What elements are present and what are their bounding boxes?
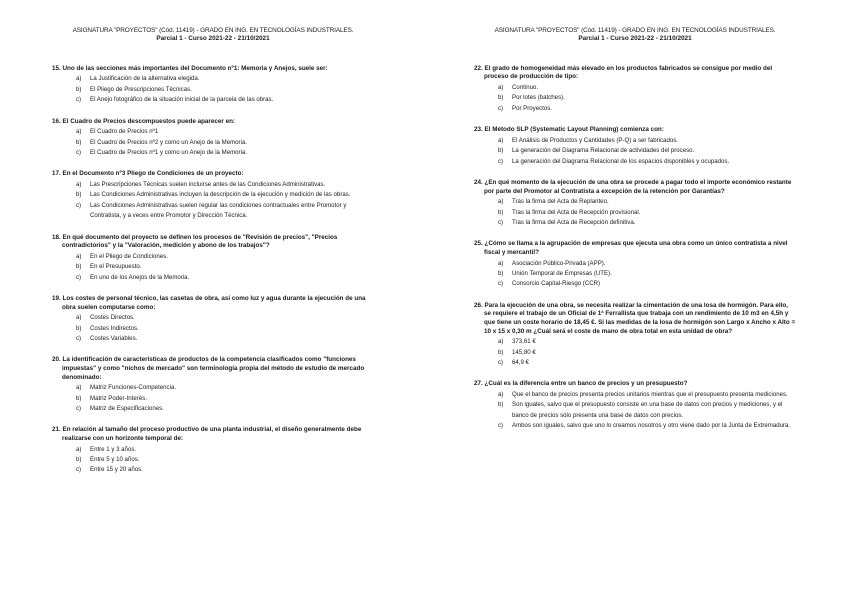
option-text: Asociación Público-Privada (APP). <box>512 259 606 267</box>
option-text: Ambos son iguales, salvo que uno lo creamos nosotros y otro viene dado por la Junta de Extremadura. <box>512 422 791 430</box>
option-letter: a) <box>76 128 82 136</box>
option-text: Que el banco de precios presenta precios unitarios mientras que el presupuesto presenta mediciones. <box>512 391 788 399</box>
answer-options <box>474 259 796 290</box>
option-text: Continuo. <box>512 84 539 91</box>
option-text: Entre 1 y 3 años. <box>90 445 137 453</box>
answer-option <box>76 404 374 414</box>
option-text: Entre 5 y 10 años. <box>90 456 140 464</box>
answer-option <box>498 93 796 103</box>
question-stem: 26. Para la ejecución de una obra, se necesita realizar la cimentación de una losa de hormigón. Para ello, se requiere el trabajo de un Oficial de 1ª Ferrallista que trabaja con un rendimiento de 10 m3 en 4,5h y que tiene un coste horario de 18,45 €. Si las medidas de la losa de hormigón son Largo x Ancho x Alto = 10 x 15 x 0,30 m ¿Cuál será el coste de mano de obra total en esta unidad de obra? <box>474 301 796 335</box>
header-course-line: ASIGNATURA "PROYECTOS" (Cód. 11419) - GRADO EN ING. EN TECNOLOGÍAS INDUSTRIALES. <box>72 27 354 34</box>
question-item <box>474 302 796 369</box>
option-text: Las Condiciones Administrativas incluyen la descripción de la ejecución y medición de las obras. <box>90 191 351 199</box>
option-text: Matriz Funciones-Competencia. <box>90 384 177 392</box>
answer-option <box>76 190 374 200</box>
page-header-left <box>52 27 374 44</box>
option-text: Costes Indirectos. <box>90 324 139 332</box>
option-letter: c) <box>498 157 504 165</box>
option-text: El Cuadro de Precios nº2 y como un Anejo de la Memoria. <box>90 138 248 146</box>
answer-option <box>76 273 374 283</box>
answer-options <box>52 127 374 158</box>
option-text: La Justificación de la alternativa elegida. <box>90 75 200 83</box>
answer-option <box>498 146 796 156</box>
header-course-line: ASIGNATURA "PROYECTOS" (Cód. 11419) - GRADO EN ING. EN TECNOLOGÍAS INDUSTRIALES. <box>494 27 776 34</box>
answer-option <box>76 148 374 158</box>
answer-option <box>498 136 796 146</box>
option-text: El Cuadro de Precios nº1 y como un Anejo de la Memoria. <box>90 149 248 157</box>
answer-option <box>498 421 796 431</box>
option-letter: c) <box>76 96 82 104</box>
option-text: Por lotes (batches). <box>512 94 565 102</box>
option-letter: b) <box>76 394 82 402</box>
question-stem: 27. ¿Cuál es la diferencia entre un banco de precios y un presupuesto? <box>474 380 688 388</box>
answer-options <box>52 252 374 283</box>
question-item <box>52 170 374 221</box>
option-letter: a) <box>498 198 504 206</box>
question-stem: 25. ¿Cómo se llama a la agrupación de empresas que ejecuta una obra como un único contratista a nivel fiscal y mercantil? <box>474 240 788 257</box>
answer-options <box>474 390 796 432</box>
option-text: 373,61 € <box>512 338 536 346</box>
answer-option <box>498 218 796 228</box>
question-list-left <box>52 65 374 476</box>
header-exam-line: Parcial 1 - Curso 2021-22 - 21/10/2021 <box>578 35 692 43</box>
option-text: El Pliego de Prescripciones Técnicas. <box>90 85 192 93</box>
option-letter: b) <box>498 348 504 356</box>
option-letter: b) <box>498 270 504 278</box>
option-letter: a) <box>76 181 82 189</box>
option-letter: a) <box>76 445 82 453</box>
answer-option <box>76 313 374 323</box>
answer-option <box>76 455 374 465</box>
right-page <box>474 0 796 444</box>
question-stem: 19. Los costes de personal técnico, las casetas de obra, así como luz y agua durante la ejecución de una obra suelen computarse como: <box>52 295 366 311</box>
answer-option <box>498 400 796 421</box>
answer-option <box>76 127 374 137</box>
option-letter: b) <box>76 191 82 199</box>
option-text: La generación del Diagrama Relacional de actividades del proceso. <box>512 147 695 155</box>
question-stem: 24. ¿En qué momento de la ejecución de una obra se procede a pagar todo el importe económico restante por parte del Promotor al Contratista a excepción de la retención por Garantías? <box>474 179 792 195</box>
option-text: En uno de los Anejos de la Memoria. <box>90 273 190 281</box>
question-item <box>474 179 796 228</box>
option-letter: c) <box>76 201 82 209</box>
answer-option <box>76 138 374 148</box>
option-letter: b) <box>76 456 82 464</box>
option-letter: a) <box>498 391 504 399</box>
answer-option <box>76 74 374 84</box>
option-text: Matriz Poder-Interés. <box>90 394 147 402</box>
question-stem: 17. En el Documento nº3 Pliego de Condiciones de un proyecto: <box>52 170 244 178</box>
answer-options <box>52 180 374 222</box>
answer-option <box>76 465 374 475</box>
option-text: Por Proyectos. <box>512 104 552 112</box>
left-page <box>52 0 374 488</box>
option-letter: a) <box>498 136 504 144</box>
answer-options <box>52 445 374 476</box>
option-letter: c) <box>76 405 82 413</box>
question-item <box>52 295 374 344</box>
page-header-right <box>474 27 796 44</box>
question-stem: 23. El Método SLP (Systematic Layout Planning) comienza con: <box>474 126 664 134</box>
option-letter: c) <box>498 359 504 367</box>
question-stem: 16. El Cuadro de Precios descompuestos puede aparecer en: <box>52 117 236 125</box>
question-stem: 21. En relación al tamaño del proceso productivo de una planta industrial, el diseño generalmente debe realizarse con un horizonte temporal de: <box>52 426 362 443</box>
answer-option <box>76 324 374 334</box>
option-text: Tras la firma del Acta de Replanteo. <box>512 198 609 206</box>
option-text: Tras la firma del Acta de Recepción provisional. <box>512 208 641 216</box>
answer-options <box>52 383 374 414</box>
answer-option <box>498 358 796 368</box>
question-item <box>52 65 374 106</box>
option-text: En el Presupuesto. <box>90 263 142 271</box>
question-stem: 20. La identificación de características de productos de la competencia clasificados como "funciones impuestas" y como "nichos de mercado" son terminología propia del método de estudio de mercado denominado: <box>52 356 365 381</box>
question-stem: 22. El grado de homogeneidad más elevado en los productos fabricados se consigue por medio del proceso de producción de tipo: <box>474 64 773 81</box>
option-text: Matriz de Especificaciones. <box>90 405 164 413</box>
answer-option <box>76 180 374 190</box>
option-text: Consorcio Capital-Riesgo (CCR) <box>512 280 601 288</box>
answer-option <box>498 259 796 269</box>
option-letter: c) <box>76 149 82 157</box>
answer-option <box>76 445 374 455</box>
option-letter: a) <box>498 84 504 91</box>
question-item <box>474 126 796 167</box>
answer-option <box>76 252 374 262</box>
option-letter: c) <box>76 335 82 343</box>
question-item <box>474 380 796 431</box>
answer-option <box>498 157 796 167</box>
answer-option <box>498 348 796 358</box>
option-text: En el Pliego de Condiciones. <box>90 252 168 260</box>
question-stem: 15. Uno de las secciones más importantes del Documento nº1: Memoria y Anejos, suele ser: <box>52 64 328 72</box>
answer-option <box>76 394 374 404</box>
option-letter: b) <box>76 324 82 332</box>
question-item <box>52 118 374 159</box>
option-text: 145,80 € <box>512 348 536 356</box>
answer-option <box>498 104 796 114</box>
option-letter: b) <box>76 85 82 93</box>
question-item <box>52 234 374 283</box>
answer-option <box>76 85 374 95</box>
option-letter: b) <box>498 147 504 155</box>
answer-options <box>474 83 796 114</box>
option-text: El Cuadro de Precios nº1 <box>90 128 159 136</box>
option-letter: b) <box>76 263 82 271</box>
option-letter: a) <box>498 259 504 267</box>
answer-option <box>76 95 374 105</box>
option-text: Las Condiciones Administrativas suelen regular las condiciones contractuales entre Promotor y Contratista, y a veces entre Promotor y Dirección Técnica. <box>90 201 347 220</box>
question-stem: 18. En qué documento del proyecto se definen los procesos de "Revisión de precios", "Precios contradictorios" y la "Valoración, medición y abono de los trabajos"? <box>52 233 338 250</box>
option-letter: c) <box>498 219 504 227</box>
answer-option <box>498 208 796 218</box>
option-letter: b) <box>76 138 82 146</box>
option-letter: a) <box>76 252 82 260</box>
answer-options <box>52 313 374 344</box>
option-letter: a) <box>76 384 82 392</box>
option-text: Costes Directos. <box>90 314 135 322</box>
option-letter: b) <box>498 208 504 216</box>
question-list-right <box>474 65 796 432</box>
option-letter: b) <box>498 94 504 102</box>
option-letter: b) <box>498 401 504 409</box>
answer-option <box>498 390 796 400</box>
answer-option <box>498 269 796 279</box>
option-text: 64,9 € <box>512 359 529 367</box>
answer-option <box>498 83 796 93</box>
answer-option <box>498 197 796 207</box>
option-letter: c) <box>76 466 82 474</box>
question-item <box>52 426 374 475</box>
option-letter: c) <box>498 422 504 430</box>
answer-option <box>76 383 374 393</box>
option-letter: c) <box>498 104 504 112</box>
option-letter: a) <box>76 314 82 322</box>
option-text: Costes Variables. <box>90 335 138 343</box>
option-text: La generación del Diagrama Relacional de los espacios disponibles y ocupados. <box>512 157 730 165</box>
option-text: Unión Temporal de Empresas (UTE). <box>512 270 612 278</box>
option-text: Entre 15 y 20 años. <box>90 466 143 474</box>
option-letter: c) <box>498 280 504 288</box>
answer-option <box>76 334 374 344</box>
question-item <box>474 65 796 114</box>
question-item <box>474 240 796 289</box>
answer-options <box>474 136 796 167</box>
option-text: Las Prescripciones Técnicas suelen incluirse antes de las Condiciones Administrativas. <box>90 181 326 189</box>
answer-option <box>498 279 796 289</box>
header-exam-line: Parcial 1 - Curso 2021-22 - 21/10/2021 <box>156 35 270 43</box>
answer-options <box>52 74 374 105</box>
option-letter: a) <box>76 75 82 83</box>
option-text: El Anejo fotográfico de la situación inicial de la parcela de las obras. <box>90 96 274 104</box>
answer-option <box>76 262 374 272</box>
option-text: Son iguales, salvo que el presupuesto consiste en una base de datos con precios y mediciones, y el banco de precios sólo presenta una base de datos con precios. <box>512 401 783 419</box>
question-item <box>52 356 374 414</box>
answer-option <box>76 201 374 222</box>
option-letter: a) <box>498 338 504 346</box>
option-letter: c) <box>76 273 82 281</box>
answer-options <box>474 337 796 368</box>
answer-option <box>498 337 796 347</box>
option-text: El Análisis de Productos y Cantidades (P-Q) a ser fabricados. <box>512 136 678 144</box>
answer-options <box>474 197 796 228</box>
option-text: Tras la firma del Acta de Recepción definitiva. <box>512 219 636 227</box>
